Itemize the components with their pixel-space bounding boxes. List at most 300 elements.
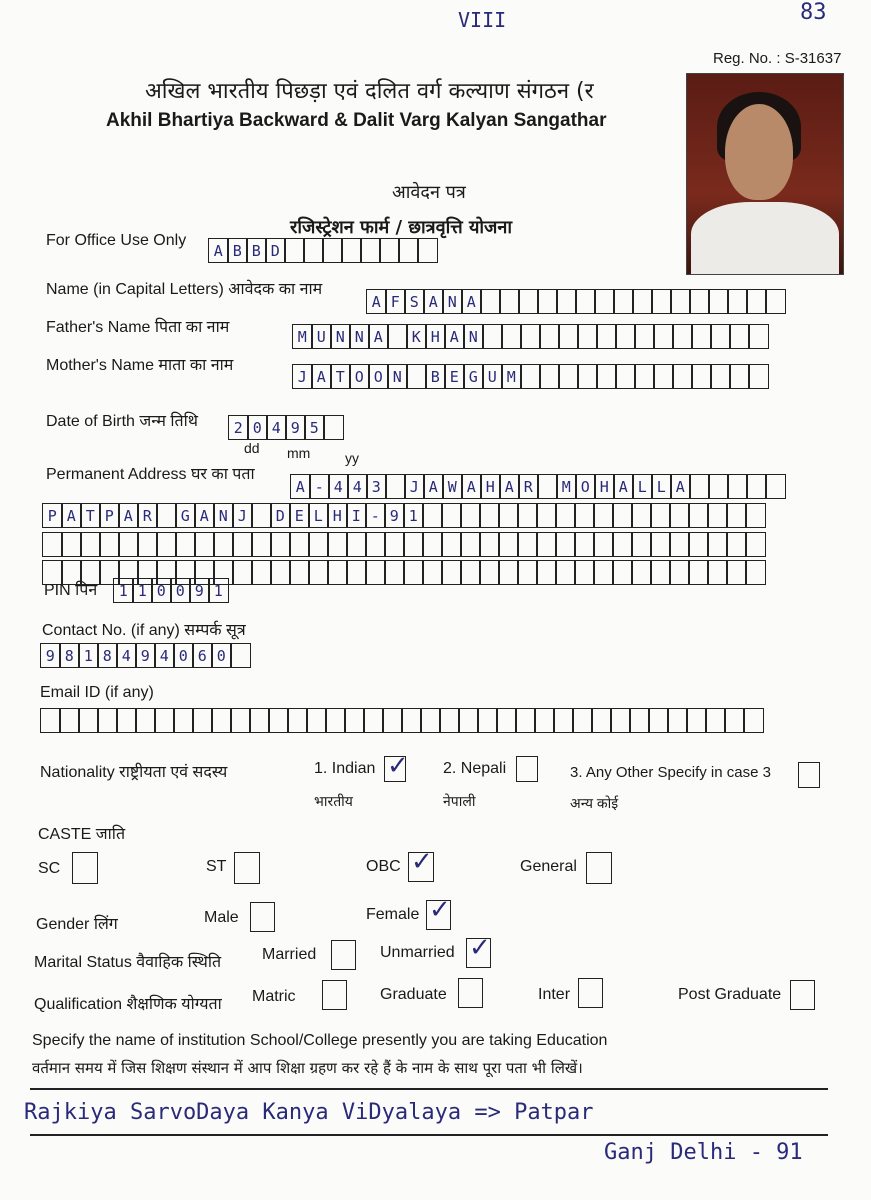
char-box[interactable]	[574, 560, 595, 585]
char-box[interactable]	[558, 364, 579, 389]
char-box[interactable]	[745, 560, 766, 585]
char-box[interactable]: H	[425, 324, 446, 349]
char-box[interactable]	[553, 708, 574, 733]
char-box[interactable]: P	[42, 503, 63, 528]
char-box[interactable]	[613, 289, 634, 314]
char-box[interactable]	[534, 708, 555, 733]
qual-matric-checkbox[interactable]	[322, 980, 347, 1010]
char-box[interactable]	[667, 708, 688, 733]
char-box[interactable]	[230, 643, 251, 668]
char-box[interactable]	[688, 532, 709, 557]
char-box[interactable]: M	[292, 324, 313, 349]
char-box[interactable]: 1	[113, 578, 134, 603]
char-box[interactable]	[482, 324, 503, 349]
marital-married-checkbox[interactable]	[331, 940, 356, 970]
char-box[interactable]: A	[368, 324, 389, 349]
char-box[interactable]	[496, 708, 517, 733]
caste-general-checkbox[interactable]	[586, 852, 612, 884]
char-box[interactable]	[270, 560, 291, 585]
char-box[interactable]: 9	[189, 578, 210, 603]
char-box[interactable]	[746, 474, 767, 499]
char-box[interactable]: 0	[247, 415, 268, 440]
char-box[interactable]	[498, 532, 519, 557]
char-box[interactable]: O	[575, 474, 596, 499]
char-box[interactable]: A	[670, 474, 691, 499]
char-box[interactable]	[156, 532, 177, 557]
char-box[interactable]	[439, 708, 460, 733]
pin-boxes[interactable]	[113, 578, 229, 603]
char-box[interactable]: N	[330, 324, 351, 349]
char-box[interactable]: R	[518, 474, 539, 499]
char-box[interactable]: N	[349, 324, 370, 349]
char-box[interactable]: K	[406, 324, 427, 349]
char-box[interactable]	[707, 503, 728, 528]
char-box[interactable]: B	[246, 238, 267, 263]
char-box[interactable]	[515, 708, 536, 733]
char-box[interactable]	[745, 532, 766, 557]
char-box[interactable]	[631, 560, 652, 585]
char-box[interactable]	[385, 474, 406, 499]
char-box[interactable]	[518, 289, 539, 314]
char-box[interactable]	[596, 364, 617, 389]
char-box[interactable]	[327, 532, 348, 557]
char-box[interactable]	[251, 503, 272, 528]
char-box[interactable]: 6	[192, 643, 213, 668]
char-box[interactable]	[80, 532, 101, 557]
char-box[interactable]	[422, 560, 443, 585]
char-box[interactable]	[306, 708, 327, 733]
char-box[interactable]	[99, 532, 120, 557]
char-box[interactable]	[398, 238, 419, 263]
address-line-1[interactable]	[290, 474, 786, 499]
char-box[interactable]	[251, 532, 272, 557]
char-box[interactable]	[689, 289, 710, 314]
char-box[interactable]: B	[425, 364, 446, 389]
char-box[interactable]: A	[61, 503, 82, 528]
char-box[interactable]	[498, 560, 519, 585]
char-box[interactable]	[555, 503, 576, 528]
char-box[interactable]	[249, 708, 270, 733]
char-box[interactable]	[360, 238, 381, 263]
caste-sc-checkbox[interactable]	[72, 852, 98, 884]
char-box[interactable]	[707, 532, 728, 557]
char-box[interactable]	[650, 560, 671, 585]
char-box[interactable]	[61, 532, 82, 557]
char-box[interactable]: 4	[347, 474, 368, 499]
char-box[interactable]	[539, 364, 560, 389]
char-box[interactable]	[765, 289, 786, 314]
char-box[interactable]	[308, 532, 329, 557]
contact-boxes[interactable]	[40, 643, 251, 668]
dob-boxes[interactable]	[228, 415, 344, 440]
char-box[interactable]: R	[137, 503, 158, 528]
char-box[interactable]	[691, 324, 712, 349]
char-box[interactable]	[230, 708, 251, 733]
char-box[interactable]	[363, 708, 384, 733]
char-box[interactable]	[577, 364, 598, 389]
char-box[interactable]	[401, 708, 422, 733]
char-box[interactable]: H	[327, 503, 348, 528]
char-box[interactable]	[403, 532, 424, 557]
char-box[interactable]: O	[368, 364, 389, 389]
char-box[interactable]: N	[463, 324, 484, 349]
char-box[interactable]	[458, 708, 479, 733]
char-box[interactable]	[634, 324, 655, 349]
char-box[interactable]	[689, 474, 710, 499]
char-box[interactable]: A	[423, 474, 444, 499]
char-box[interactable]	[460, 560, 481, 585]
char-box[interactable]	[708, 289, 729, 314]
email-boxes[interactable]	[40, 708, 764, 733]
char-box[interactable]	[743, 708, 764, 733]
char-box[interactable]	[325, 708, 346, 733]
char-box[interactable]	[520, 324, 541, 349]
char-box[interactable]	[615, 324, 636, 349]
name-boxes[interactable]	[366, 289, 786, 314]
char-box[interactable]	[686, 708, 707, 733]
char-box[interactable]	[710, 324, 731, 349]
char-box[interactable]	[460, 503, 481, 528]
char-box[interactable]	[746, 289, 767, 314]
char-box[interactable]	[251, 560, 272, 585]
gender-male-checkbox[interactable]	[250, 902, 275, 932]
char-box[interactable]: -	[309, 474, 330, 499]
char-box[interactable]: E	[289, 503, 310, 528]
char-box[interactable]	[591, 708, 612, 733]
char-box[interactable]	[341, 238, 362, 263]
char-box[interactable]: A	[118, 503, 139, 528]
char-box[interactable]: 8	[97, 643, 118, 668]
char-box[interactable]	[574, 503, 595, 528]
char-box[interactable]	[653, 364, 674, 389]
char-box[interactable]	[268, 708, 289, 733]
char-box[interactable]: U	[311, 324, 332, 349]
char-box[interactable]: A	[461, 289, 482, 314]
char-box[interactable]	[118, 532, 139, 557]
char-box[interactable]: A	[423, 289, 444, 314]
char-box[interactable]: J	[232, 503, 253, 528]
char-box[interactable]	[651, 289, 672, 314]
char-box[interactable]	[441, 503, 462, 528]
qual-inter-checkbox[interactable]	[578, 978, 603, 1008]
char-box[interactable]	[572, 708, 593, 733]
char-box[interactable]	[536, 560, 557, 585]
char-box[interactable]	[669, 503, 690, 528]
char-box[interactable]	[729, 364, 750, 389]
char-box[interactable]	[593, 503, 614, 528]
char-box[interactable]	[536, 503, 557, 528]
char-box[interactable]	[327, 560, 348, 585]
char-box[interactable]	[634, 364, 655, 389]
char-box[interactable]	[78, 708, 99, 733]
char-box[interactable]: A	[311, 364, 332, 389]
char-box[interactable]: S	[404, 289, 425, 314]
char-box[interactable]	[460, 532, 481, 557]
char-box[interactable]	[520, 364, 541, 389]
char-box[interactable]: L	[632, 474, 653, 499]
char-box[interactable]: 1	[208, 578, 229, 603]
char-box[interactable]	[344, 708, 365, 733]
char-box[interactable]	[175, 532, 196, 557]
char-box[interactable]	[284, 238, 305, 263]
char-box[interactable]: L	[651, 474, 672, 499]
char-box[interactable]: J	[404, 474, 425, 499]
char-box[interactable]	[498, 503, 519, 528]
char-box[interactable]	[479, 560, 500, 585]
char-box[interactable]: I	[346, 503, 367, 528]
char-box[interactable]: 9	[384, 503, 405, 528]
char-box[interactable]	[537, 289, 558, 314]
char-box[interactable]	[135, 708, 156, 733]
char-box[interactable]	[194, 532, 215, 557]
char-box[interactable]: N	[213, 503, 234, 528]
char-box[interactable]: U	[482, 364, 503, 389]
char-box[interactable]	[97, 708, 118, 733]
char-box[interactable]: 0	[173, 643, 194, 668]
char-box[interactable]	[270, 532, 291, 557]
char-box[interactable]: A	[444, 324, 465, 349]
char-box[interactable]	[724, 708, 745, 733]
char-box[interactable]	[556, 289, 577, 314]
char-box[interactable]	[688, 560, 709, 585]
char-box[interactable]: 4	[328, 474, 349, 499]
char-box[interactable]: 9	[285, 415, 306, 440]
char-box[interactable]	[346, 560, 367, 585]
char-box[interactable]	[517, 560, 538, 585]
char-box[interactable]	[232, 560, 253, 585]
char-box[interactable]	[691, 364, 712, 389]
char-box[interactable]	[539, 324, 560, 349]
char-box[interactable]: F	[385, 289, 406, 314]
char-box[interactable]: 9	[40, 643, 61, 668]
char-box[interactable]: A	[461, 474, 482, 499]
char-box[interactable]	[479, 532, 500, 557]
char-box[interactable]	[365, 532, 386, 557]
char-box[interactable]: A	[208, 238, 229, 263]
char-box[interactable]	[708, 474, 729, 499]
char-box[interactable]	[379, 238, 400, 263]
char-box[interactable]: A	[366, 289, 387, 314]
char-box[interactable]	[726, 532, 747, 557]
char-box[interactable]: B	[227, 238, 248, 263]
nat-nepali-checkbox[interactable]	[516, 756, 538, 782]
char-box[interactable]	[232, 532, 253, 557]
char-box[interactable]: H	[480, 474, 501, 499]
char-box[interactable]	[42, 532, 63, 557]
char-box[interactable]: G	[463, 364, 484, 389]
char-box[interactable]	[365, 560, 386, 585]
char-box[interactable]: 0	[170, 578, 191, 603]
char-box[interactable]: 8	[59, 643, 80, 668]
char-box[interactable]	[480, 289, 501, 314]
char-box[interactable]	[417, 238, 438, 263]
char-box[interactable]	[669, 532, 690, 557]
char-box[interactable]	[555, 532, 576, 557]
char-box[interactable]: E	[444, 364, 465, 389]
char-box[interactable]	[729, 324, 750, 349]
char-box[interactable]	[116, 708, 137, 733]
char-box[interactable]	[577, 324, 598, 349]
char-box[interactable]	[710, 364, 731, 389]
char-box[interactable]	[154, 708, 175, 733]
char-box[interactable]: O	[349, 364, 370, 389]
char-box[interactable]	[593, 560, 614, 585]
char-box[interactable]	[479, 503, 500, 528]
char-box[interactable]	[615, 364, 636, 389]
char-box[interactable]	[726, 503, 747, 528]
char-box[interactable]	[610, 708, 631, 733]
char-box[interactable]	[406, 364, 427, 389]
char-box[interactable]	[726, 560, 747, 585]
char-box[interactable]	[387, 324, 408, 349]
father-name-boxes[interactable]	[292, 324, 769, 349]
char-box[interactable]	[629, 708, 650, 733]
char-box[interactable]	[631, 503, 652, 528]
char-box[interactable]	[346, 532, 367, 557]
char-box[interactable]: 0	[151, 578, 172, 603]
char-box[interactable]	[384, 532, 405, 557]
char-box[interactable]: A	[290, 474, 311, 499]
char-box[interactable]: 0	[211, 643, 232, 668]
marital-unmarried-checkbox[interactable]	[466, 933, 491, 968]
char-box[interactable]	[211, 708, 232, 733]
char-box[interactable]	[477, 708, 498, 733]
char-box[interactable]	[213, 532, 234, 557]
char-box[interactable]	[669, 560, 690, 585]
char-box[interactable]	[727, 289, 748, 314]
char-box[interactable]: T	[330, 364, 351, 389]
char-box[interactable]	[499, 289, 520, 314]
char-box[interactable]	[632, 289, 653, 314]
char-box[interactable]	[650, 503, 671, 528]
char-box[interactable]: 5	[304, 415, 325, 440]
char-box[interactable]	[289, 560, 310, 585]
char-box[interactable]: 4	[266, 415, 287, 440]
char-box[interactable]: 2	[228, 415, 249, 440]
char-box[interactable]: W	[442, 474, 463, 499]
nat-other-checkbox[interactable]	[798, 762, 820, 788]
char-box[interactable]	[596, 324, 617, 349]
char-box[interactable]	[537, 474, 558, 499]
char-box[interactable]: 1	[403, 503, 424, 528]
char-box[interactable]	[501, 324, 522, 349]
char-box[interactable]: J	[292, 364, 313, 389]
char-box[interactable]	[40, 708, 61, 733]
char-box[interactable]	[422, 532, 443, 557]
char-box[interactable]	[672, 324, 693, 349]
char-box[interactable]	[422, 503, 443, 528]
char-box[interactable]	[420, 708, 441, 733]
char-box[interactable]	[670, 289, 691, 314]
char-box[interactable]: M	[501, 364, 522, 389]
char-box[interactable]	[593, 532, 614, 557]
char-box[interactable]: 4	[154, 643, 175, 668]
char-box[interactable]: P	[99, 503, 120, 528]
char-box[interactable]	[555, 560, 576, 585]
char-box[interactable]	[517, 532, 538, 557]
address-line-3[interactable]	[42, 532, 766, 557]
char-box[interactable]	[536, 532, 557, 557]
char-box[interactable]	[192, 708, 213, 733]
char-box[interactable]	[303, 238, 324, 263]
char-box[interactable]	[672, 364, 693, 389]
char-box[interactable]	[59, 708, 80, 733]
char-box[interactable]: G	[175, 503, 196, 528]
char-box[interactable]: D	[265, 238, 286, 263]
char-box[interactable]	[441, 560, 462, 585]
char-box[interactable]: T	[80, 503, 101, 528]
char-box[interactable]: A	[613, 474, 634, 499]
char-box[interactable]	[308, 560, 329, 585]
char-box[interactable]	[441, 532, 462, 557]
char-box[interactable]	[384, 560, 405, 585]
char-box[interactable]	[517, 503, 538, 528]
char-box[interactable]	[137, 532, 158, 557]
char-box[interactable]	[612, 560, 633, 585]
char-box[interactable]	[745, 503, 766, 528]
char-box[interactable]: -	[365, 503, 386, 528]
char-box[interactable]: D	[270, 503, 291, 528]
char-box[interactable]: A	[194, 503, 215, 528]
char-box[interactable]	[403, 560, 424, 585]
char-box[interactable]	[748, 364, 769, 389]
char-box[interactable]	[688, 503, 709, 528]
caste-obc-checkbox[interactable]	[408, 847, 434, 882]
char-box[interactable]	[574, 532, 595, 557]
char-box[interactable]	[648, 708, 669, 733]
qual-pg-checkbox[interactable]	[790, 980, 815, 1010]
char-box[interactable]: N	[442, 289, 463, 314]
char-box[interactable]: 1	[132, 578, 153, 603]
address-line-2[interactable]	[42, 503, 766, 528]
char-box[interactable]: H	[594, 474, 615, 499]
char-box[interactable]	[707, 560, 728, 585]
char-box[interactable]	[289, 532, 310, 557]
char-box[interactable]	[631, 532, 652, 557]
char-box[interactable]: L	[308, 503, 329, 528]
char-box[interactable]: 1	[78, 643, 99, 668]
char-box[interactable]	[705, 708, 726, 733]
char-box[interactable]	[323, 415, 344, 440]
caste-st-checkbox[interactable]	[234, 852, 260, 884]
char-box[interactable]	[558, 324, 579, 349]
gender-female-checkbox[interactable]	[426, 895, 451, 930]
char-box[interactable]	[156, 503, 177, 528]
char-box[interactable]	[322, 238, 343, 263]
char-box[interactable]	[727, 474, 748, 499]
qual-graduate-checkbox[interactable]	[458, 978, 483, 1008]
char-box[interactable]	[594, 289, 615, 314]
char-box[interactable]: M	[556, 474, 577, 499]
char-box[interactable]	[173, 708, 194, 733]
mother-name-boxes[interactable]	[292, 364, 769, 389]
char-box[interactable]: 9	[135, 643, 156, 668]
char-box[interactable]	[382, 708, 403, 733]
char-box[interactable]	[653, 324, 674, 349]
char-box[interactable]	[765, 474, 786, 499]
char-box[interactable]: 3	[366, 474, 387, 499]
char-box[interactable]: A	[499, 474, 520, 499]
char-box[interactable]: N	[387, 364, 408, 389]
char-box[interactable]	[748, 324, 769, 349]
char-box[interactable]	[287, 708, 308, 733]
char-box[interactable]	[612, 532, 633, 557]
char-box[interactable]	[575, 289, 596, 314]
char-box[interactable]	[650, 532, 671, 557]
char-box[interactable]: 4	[116, 643, 137, 668]
nat-indian-checkbox[interactable]	[384, 751, 409, 782]
char-box[interactable]	[612, 503, 633, 528]
